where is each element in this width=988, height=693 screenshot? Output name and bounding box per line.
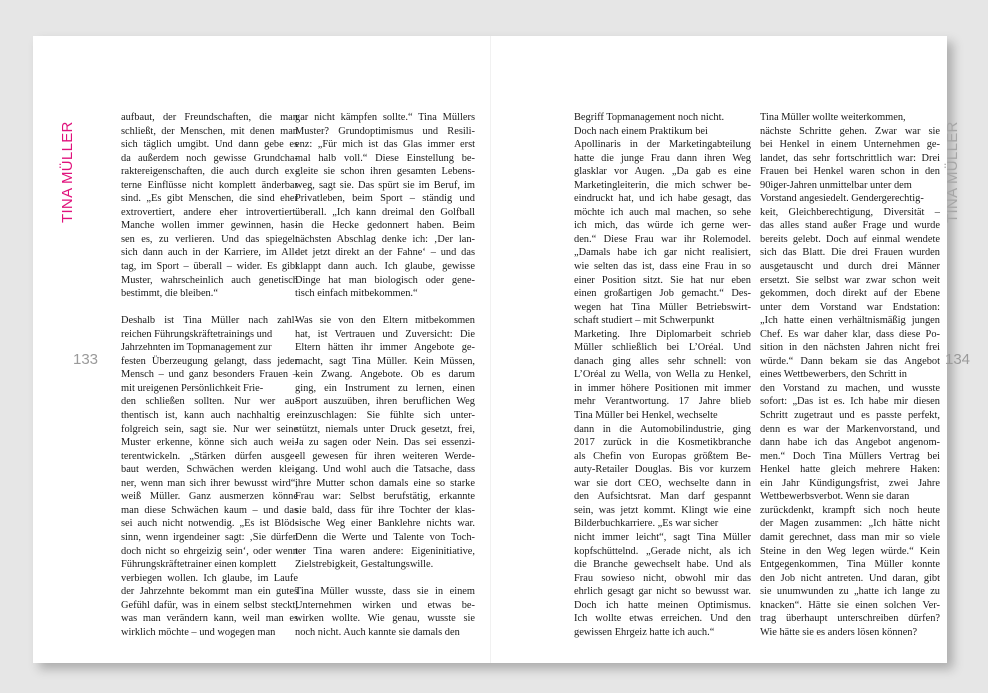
text-line: Denn die Werte und Talente von Toch- xyxy=(295,531,475,543)
text-line: Muster? Grundoptimismus und Resili- xyxy=(295,125,475,137)
text-line: als Chefin von Europas größtem Be- xyxy=(574,450,751,462)
text-line: was man verändern kann, weil man es xyxy=(121,613,298,625)
text-line: mit ureigenen Persönlichkeit Frie- xyxy=(121,382,264,394)
text-line: Marketing. Ihre Diplomarbeit schrieb xyxy=(574,328,751,340)
text-line: hat, ist Vertrauen und Zuversicht: Die xyxy=(295,328,475,340)
text-line: extrovertiert, andere eher introvertiert. xyxy=(121,206,298,218)
text-line: kopfschüttelnd. „Gerade nicht, als ich xyxy=(574,545,751,557)
text-line: macht, sagt Tina Müller. Kein Müssen, xyxy=(295,355,475,367)
text-line: den Vorstand zu machen, und wusste xyxy=(760,382,940,394)
text-line: wie selten das ist, dass eine Frau in so xyxy=(574,261,751,273)
text-line: mehr Verantwortung. 17 Jahre blieb xyxy=(574,396,751,408)
text-line: man diese Schwächen kaum – und das xyxy=(121,504,298,516)
text-line: terne Einflüsse nicht komplett änderbar xyxy=(121,179,298,191)
text-line: keit, Gleichberechtigung, Diversität – xyxy=(760,206,940,218)
text-line: sich dann auch in der Karriere, im All- xyxy=(121,247,298,259)
text-line: glasklar vor Augen. „Da gab es eine xyxy=(574,166,751,178)
text-line: sie unumwunden zu „hatte ich lange zu xyxy=(760,586,940,598)
text-line: Mensch – und ganz besonders Frauen – xyxy=(121,369,298,381)
text-line: möchte ich auch mal machen, so sehe xyxy=(574,206,751,218)
text-line: Sport auszuüben, ihren beruflichen Weg xyxy=(295,396,475,408)
text-line: gar nicht kämpfen sollte.“ Tina Müllers xyxy=(295,112,475,123)
text-line: Wie hätte sie es anders lösen können? xyxy=(760,626,918,638)
text-line: sofort: „Das ist es. Ich habe mir diesen xyxy=(760,396,940,408)
text-column-1 xyxy=(121,111,298,639)
text-line: Jahrzehnten im Topmanagement zur xyxy=(121,342,272,354)
text-line: Ich wollte etwas erreichen. Und den xyxy=(574,613,751,625)
text-line: nicht immer leicht“, sagt Tina Müller xyxy=(574,531,751,543)
text-line: ehrlich gesagt gar nicht so bewusst war. xyxy=(574,586,751,598)
text-column-3 xyxy=(574,111,751,639)
text-line: ich mich, das würde ich gerne wer- xyxy=(574,220,751,232)
text-line: klappt dann auch. Ich glaube, gewisse xyxy=(295,261,475,273)
text-line: unter dem Vorstand war Endstation: xyxy=(760,301,940,313)
text-line: sen es, zu verlieren. Und das spiegelt xyxy=(121,233,298,245)
text-line: Entgegenkommen, Tina Müller konnte xyxy=(760,559,940,571)
text-line: Bilderbuchkarriere. „Es war sicher xyxy=(574,518,719,530)
text-line: raktereigenschaften, die auch durch ex- xyxy=(121,166,298,178)
page-number-left: 133 xyxy=(73,351,99,368)
text-line: Privatleben, beim Sport – ständig und xyxy=(295,193,475,205)
text-line: dann habe ich das Angebot angenom- xyxy=(760,437,940,449)
text-line: festen Überzeugung gelangt, dass jeder xyxy=(121,355,298,367)
text-line: sich täglich umgibt. Und dann gebe es xyxy=(121,139,298,151)
text-line: denn es war der Markenvorstand, und xyxy=(760,423,940,435)
text-line: Tina Müller bei Henkel, wechselte xyxy=(574,410,718,422)
running-head-left: TINA MÜLLER xyxy=(59,121,76,223)
text-line: wegen hat Tina Müller Betriebswirt- xyxy=(574,301,751,313)
text-line: bereits gelebt. Doch auf einmal wendete xyxy=(760,233,940,245)
text-line: terentwickeln. „Stärken dürfen ausge- xyxy=(121,450,298,462)
text-line: war sie dort CEO, wechselte dann in xyxy=(574,477,751,489)
paragraph-break xyxy=(121,301,298,315)
text-line: knacken“. Hätte sie einen solchen Ver- xyxy=(760,599,940,611)
text-line: Tina Müller wusste, dass sie in einem xyxy=(295,586,475,598)
text-line: Muster erkenne, könne sich auch wei- xyxy=(121,437,298,449)
paragraph-break xyxy=(295,301,475,315)
text-line: eines Wettbewerbers, den Schritt in xyxy=(760,369,907,381)
text-line: Doch nach einem Praktikum bei xyxy=(574,125,708,137)
text-line: schaft studiert – mit Schwerpunkt xyxy=(574,315,715,327)
text-line: in die Hecke gedonnert haben. Beim xyxy=(295,220,475,232)
text-line: „Ich hatte einen verhältnismäßig jungen xyxy=(760,315,940,327)
text-line: Führungskräftetrainer einen komplett xyxy=(121,559,277,571)
book-spine xyxy=(490,36,491,663)
text-line: weg, sagt sie. Das spürt sie im Beruf, im xyxy=(295,179,475,191)
text-line: Schritt zugetraut und es passte perfekt, xyxy=(760,410,940,422)
text-line: da außerdem noch gewisse Grundcha- xyxy=(121,152,298,164)
text-line: thentisch ist, kann auch nachhaltig er- xyxy=(121,410,298,422)
text-line: zurückdenkt, krampft sich noch heute xyxy=(760,504,940,516)
text-line: hatte die junge Frau dann ihren Weg xyxy=(574,152,751,164)
text-line: einen großartigen Job gemacht.“ Des- xyxy=(574,288,751,300)
text-line: Unternehmen wirken und etwas be- xyxy=(295,599,475,611)
text-line: einzuschlagen: Sie fühlte sich unter- xyxy=(295,410,475,422)
text-line: L’Oréal zu Wella, von Wella zu Henkel, xyxy=(574,369,751,381)
text-line: würde.“ Dann bekam sie das Angebot xyxy=(760,355,940,367)
text-line: trag überhaupt unterschreiben dürfen? xyxy=(760,613,940,625)
text-line: sei auch nicht notwendig. „Es ist Blöd- xyxy=(121,518,298,530)
text-line: 2017 zurück in die Kosmetikbranche xyxy=(574,437,751,449)
text-line: sische Weg einer Banklehre nichts war. xyxy=(295,518,475,530)
text-line: der Magen zusammen: „Ich hätte nicht xyxy=(760,518,940,530)
text-line: ausgetauscht und durch drei Männer xyxy=(760,261,940,273)
text-line: die Branche gewechselt habe. Und als xyxy=(574,559,751,571)
text-line: Eltern hätten ihr immer Angebote ge- xyxy=(295,342,475,354)
text-line: Müller schließlich bei L’Oréal. Und xyxy=(574,342,751,354)
text-line: bestimmt, die bleiben.“ xyxy=(121,288,218,300)
text-line: Begriff Topmanagement noch nicht. xyxy=(574,112,725,123)
text-line: überall. „Ich kann dreimal den Golfball xyxy=(295,206,475,218)
text-line: sinn, wenn irgendeiner sagt: ‚Sie dürfen xyxy=(121,531,298,543)
text-line: Zielstrebigkeit, Gestaltungswille. xyxy=(295,559,434,571)
text-line: Marketingleiterin, die mich schwer be- xyxy=(574,179,751,191)
text-line: sich das Blatt. Die drei Frauen wurden xyxy=(760,247,940,259)
text-line: das alles stand außer Frage und wurde xyxy=(760,220,940,232)
text-line: den Aufsichtsrat. Man darf gespannt xyxy=(574,491,751,503)
text-line: men.“ Doch Tina Müllers Vertrag bei xyxy=(760,450,940,462)
text-line: Muster, wahrscheinlich auch genetisch xyxy=(121,274,298,286)
text-line: nächsten Abschlag denke ich: ‚Der lan- xyxy=(295,233,475,245)
text-line: Manche wollen immer gewinnen, has- xyxy=(121,220,298,232)
text-line: enz: „Für mich ist das Glas immer erst xyxy=(295,139,475,151)
text-line: gang. Und wohl auch die Tatsache, dass xyxy=(295,464,475,476)
text-line: doch nicht so ehrgeizig sein‘, oder wenn xyxy=(121,545,298,557)
text-line: wirken wollte. Wie genau, wusste sie xyxy=(295,613,475,625)
text-line: Henkel hatte gleich mehrere Haken: xyxy=(760,464,940,476)
text-line: sein, was jetzt kommt. Klingt wie eine xyxy=(574,504,751,516)
paragraph-break xyxy=(295,572,475,586)
text-line: mal halb voll.“ Diese Einstellung be- xyxy=(295,152,475,164)
text-line: landet, das sehr fortschrittlich war: Drei xyxy=(760,152,940,164)
text-line: Frauen bei Henkel waren schon in den xyxy=(760,166,940,178)
text-line: gekommen, doch direkt auf der Ebene xyxy=(760,288,940,300)
text-line: eindruckt hat, und ich habe gesagt, das xyxy=(574,193,751,205)
text-line: sind. „Es gibt Menschen, die sind eher xyxy=(121,193,298,205)
text-line: Apollinaris in der Marketingabteilung xyxy=(574,139,751,151)
text-line: Vorstand angesiedelt. Gendergerechtig- xyxy=(760,193,924,205)
text-line: Gefühl dafür, was in einem selbst steckt, xyxy=(121,599,298,611)
text-line: Frau sowieso nicht, obwohl mir das xyxy=(574,572,751,584)
text-line: der Jahrzehnte bekommt man ein gutes xyxy=(121,586,298,598)
text-line: Was sie von den Eltern mitbekommen xyxy=(295,315,475,327)
text-line: Wettbewerbsverbot. Wenn sie daran xyxy=(760,491,910,503)
text-line: 90iger-Jahren unmittelbar unter dem xyxy=(760,179,912,191)
text-line: ging, ein Instrument zu lernen, einen xyxy=(295,382,475,394)
text-line: Frau war: Selbst berufstätig, erkannte xyxy=(295,491,475,503)
text-line: ersetzt. Sie selbst war zwar schon weit xyxy=(760,274,940,286)
text-line: bei Henkel in einem Unternehmen ge- xyxy=(760,139,940,151)
text-line: ter Tina waren andere: Eigeninitiative, xyxy=(295,545,475,557)
text-line: verbiegen wollen. Ich glaube, im Laufe xyxy=(121,572,298,584)
text-line: det jetzt direkt an der Fahne‘ – und das xyxy=(295,247,475,259)
text-line: ell gewesen für ihren weiteren Werde- xyxy=(295,450,475,462)
text-line: ihre Mutter schon damals eine so starke xyxy=(295,477,475,489)
text-line: „Damals habe ich gar nicht realisiert, xyxy=(574,247,751,259)
text-line: gleite sie schon ihren gesamten Lebens- xyxy=(295,166,475,178)
running-head-right: TINA MÜLLER xyxy=(944,121,961,223)
text-line: danach ging alles sehr schnell: von xyxy=(574,355,751,367)
text-line: dann in die Automobilindustrie, ging xyxy=(574,423,751,435)
page-number-right: 134 xyxy=(945,351,971,368)
text-line: damit gerechnet, dass man mir so viele xyxy=(760,531,940,543)
text-line: Chef. Es war daher klar, dass diese Po- xyxy=(760,328,940,340)
text-line: aufbaut, der Freundschaften, die man xyxy=(121,112,298,123)
text-line: den.“ Diese Frau war ihr Rolemodel. xyxy=(574,233,751,245)
text-line: ein Jahr Kündigungsfrist, zwei Jahre xyxy=(760,477,940,489)
text-column-2 xyxy=(295,111,475,639)
text-column-4 xyxy=(760,111,940,639)
text-line: baut werden, Schwächen werden klei- xyxy=(121,464,298,476)
text-line: Tina Müller wollte weiterkommen, xyxy=(760,112,906,123)
text-line: stützt, niemals unter Druck gesetzt, frei, xyxy=(295,423,475,435)
text-line: noch nicht. Auch kannte sie damals den xyxy=(295,626,460,638)
text-line: sition in den nächsten Jahren nicht frei xyxy=(760,342,940,354)
text-line: Steine in den Weg legen würde.“ Kein xyxy=(760,545,940,557)
text-line: gewissen Ehrgeiz hatte ich auch.“ xyxy=(574,626,715,638)
text-line: wirklich möchte – und wogegen man xyxy=(121,626,276,638)
text-line: kein Zwang. Angebote. Ob es darum xyxy=(295,369,475,381)
text-line: den schließen sollten. Nur wer au- xyxy=(121,396,298,408)
text-line: Ja zu sagen oder Nein. Das sei essenzi- xyxy=(295,437,475,449)
text-line: den Job nicht antreten. Und daran, gibt xyxy=(760,572,940,584)
text-line: einer Position sitzt. Sie hat nur eben xyxy=(574,274,751,286)
text-line: in immer höhere Positionen mit immer xyxy=(574,382,751,394)
text-line: nächste Schritte gehen. Zwar war sie xyxy=(760,125,940,137)
text-line: schließt, der Menschen, mit denen man xyxy=(121,125,298,137)
text-line: Deshalb ist Tina Müller nach zahl- xyxy=(121,315,298,327)
text-line: tag, im Sport – überall – wider. Es gibt xyxy=(121,261,298,273)
text-line: Doch ich hatte meinen Optimismus. xyxy=(574,599,751,611)
text-line: auty-Retailer Douglas. Bis vor kurzem xyxy=(574,464,751,476)
text-line: sie bald, dass für ihre Tochter der klas- xyxy=(295,504,475,516)
text-line: ner, wenn man sich ihrer bewusst wird“, xyxy=(121,477,298,489)
text-line: folgreich sein, sagt sie. Nur wer seine xyxy=(121,423,298,435)
text-line: tisch einfach mitbekommen.“ xyxy=(295,288,418,300)
text-line: reichen Führungskräftetrainings und xyxy=(121,328,273,340)
text-line: Dinge hat man biologisch oder gene- xyxy=(295,274,475,286)
book-spread xyxy=(33,36,971,663)
text-line: weiß Müller. Ganz ausmerzen könne xyxy=(121,491,298,503)
